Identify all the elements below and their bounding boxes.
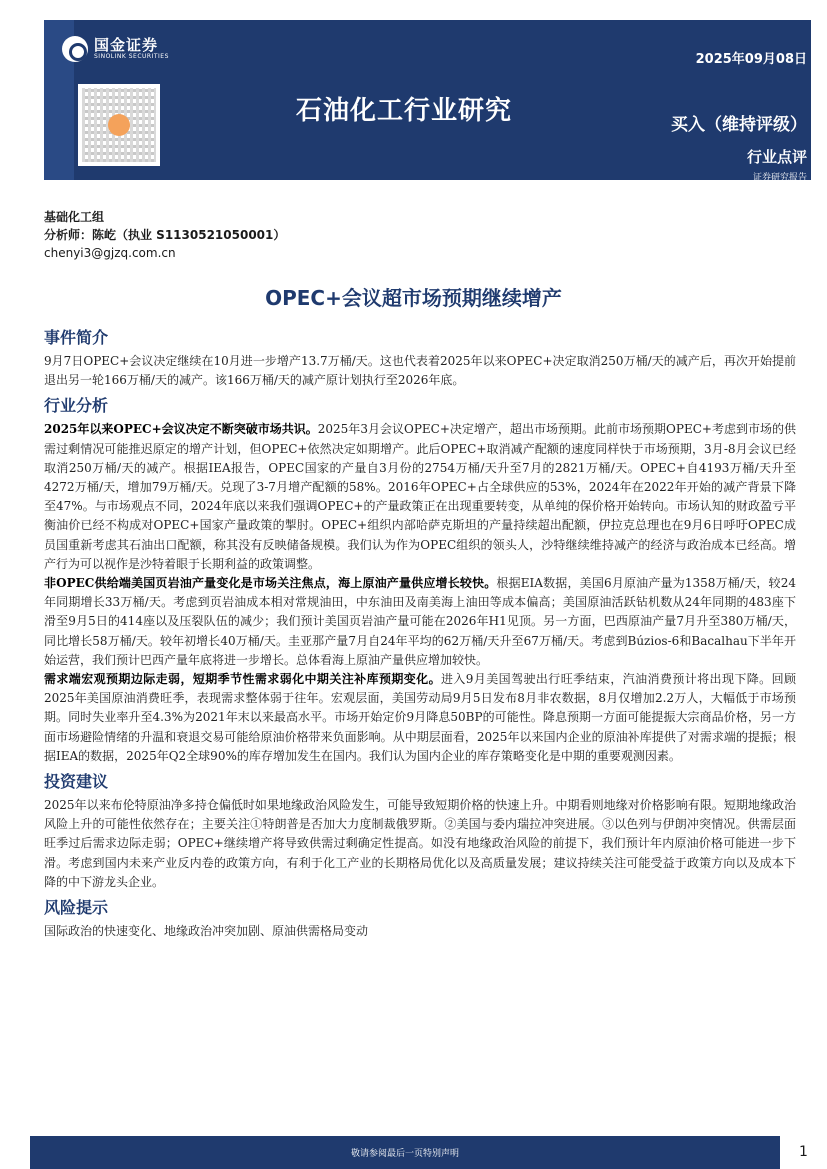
risk-text: 国际政治的快速变化、地缘政治冲突加剧、原油供需格局变动 <box>44 924 369 939</box>
investment-advice: 2025年以来布伦特原油净多持仓偏低时如果地缘政治风险发生，可能导致短期价格的快速上升。中期看则地缘对价格影响有限。短期地缘政治风险上升的可能性依然存在；主要关注①特朗普是否加大力度制裁俄罗斯。②美国与委内瑞拉冲突进展。③以色列与伊朗冲突情况。供需层面旺季过后需求边际走弱；OPEC+继续增产将导致供需过剩确定性提高。如没有地缘政治风险的前提下，我们预计年内原油价格可能进一步下滑。考虑到国内未来产业反内卷的政策方向，有利于化工产业的长期格局优化以及高质量发展；建议持续关注可能受益于政策方向以及成本下降的中下游龙头企业。 <box>44 798 796 889</box>
report-date: 2025年09月08日 <box>695 52 807 67</box>
qr-code <box>78 84 160 166</box>
report-type: 行业点评 <box>746 148 807 166</box>
brand-name-en: SINOLINK SECURITIES <box>94 52 169 60</box>
qr-center-icon <box>108 114 130 136</box>
rating-label: 买入（维持评级） <box>671 115 807 135</box>
document-title: OPEC+会议超市场预期继续增产 <box>265 286 562 310</box>
section-heading-risk: 风险提示 <box>44 898 109 918</box>
report-body <box>44 322 796 941</box>
paragraph-lead: 需求端宏观预期边际走弱，短期季节性需求弱化中期关注补库预期变化。 <box>44 672 441 687</box>
analysis-paragraph-2 <box>44 574 796 670</box>
paragraph-body: 根据EIA数据，美国6月原油产量为1358万桶/天，较24年同期增长33万桶/天。考虑到页岩油成本相对常规油田，中东油田及南美海上油田等成本偏高；美国原油活跃钻机数从24年同期的483座下滑至9月5日的414座以及压裂队伍的减少；我们预计美国页岩油产量可能在2026年H1见顶。另一方面，巴西原油产量7月升至380万桶/天，同比增长58万桶/天。较年初增长40万桶/天。圭亚那产量7月自24年平均的62万桶/天升至67万桶/天。考虑到Búzios-6和Bacalhau下半年开始运营，我们预计巴西产量年底将进一步增长。总体看海上原油产量供应增加较快。 <box>44 576 796 667</box>
section-heading-analysis: 行业分析 <box>44 396 109 416</box>
analyst-email[interactable]: chenyi3@gjzq.com.cn <box>44 246 176 260</box>
logo-icon <box>62 36 88 62</box>
analysis-paragraph-1 <box>44 420 796 574</box>
brand-name-cn: 国金证券 <box>94 36 159 55</box>
paragraph-lead: 2025年以来OPEC+会议决定不断突破市场共识。 <box>44 422 318 437</box>
analyst-name: 分析师：陈屹（执业 S1130521050001） <box>44 228 286 242</box>
page-number: 1 <box>780 1136 827 1169</box>
report-subtype: 证券研究报告 <box>752 173 807 183</box>
event-summary: 9月7日OPEC+会议决定继续在10月进一步增产13.7万桶/天。这也代表着2025年以来OPEC+决定取消250万桶/天的减产后，再次开始提前退出另一轮166万桶/天的减产。该166万桶/天的减产原计划执行至2026年底。 <box>44 354 796 388</box>
paragraph-body: 进入9月美国驾驶出行旺季结束，汽油消费预计将出现下降。回顾2025年美国原油消费旺季，表现需求整体弱于往年。宏观层面，美国劳动局9月5日发布8月非农数据，8月仅增加2.2万人，大幅低于市场预期。同时失业率升至4.3%为2021年末以来最高水平。市场开始定价9月降息50BP的可能性。降息预期一方面可能提振大宗商品价格，另一方面市场避险情绪的升温和衰退交易可能给原油价格带来负面影响。从中期层面看，2025年以来国内企业的原油补库提供了对需求端的提振；根据IEA的数据，2025年Q2全球90%的库存增加发生在国内。我们认为国内企业的库存策略变化是中期的重要观测因素。 <box>44 672 796 763</box>
analyst-group: 基础化工组 <box>44 210 105 224</box>
section-heading-event: 事件简介 <box>44 328 109 347</box>
section-heading-advice: 投资建议 <box>44 772 109 792</box>
paragraph-lead: 非OPEC供给端美国页岩油产量变化是市场关注焦点，海上原油产量供应增长较快。 <box>44 576 497 591</box>
report-title: 石油化工行业研究 <box>296 96 513 126</box>
brand-logo <box>62 36 169 62</box>
analysis-paragraph-3 <box>44 670 796 766</box>
header-banner <box>44 20 811 183</box>
footer-disclaimer: 敬请参阅最后一页特别声明 <box>350 1149 459 1159</box>
footer-bar <box>30 1136 827 1169</box>
paragraph-body: 2025年3月会议OPEC+决定增产，超出市场预期。此前市场预期OPEC+考虑到市场的供需过剩情况可能推迟原定的增产计划，但OPEC+依然决定如期增产。此后OPEC+取消减产配额的速度同样快于市场预期，3月-8月会议已经取消250万桶/天的减产。根据IEA报告，OPEC国家的产量自3月份的2754万桶/天升至7月的2821万桶/天。OPEC+自4193万桶/天升至4272万桶/天，增加79万桶/天。兑现了3-7月增产配额的58%。2016年OPEC+占全球供应的53%，2024年在2022年开始的减产背景下降至47%。与市场观点不同，2024年底以来我们强调OPEC+的产量政策正在出现重要转变，从单纯的保价格开始转向。市场认知的财政盈亏平衡油价已经不构成对OPEC+国家产量政策的掣肘。OPEC+组织内部哈萨克斯坦的产量持续超出配额，伊拉克总理也在9月6日呼吁OPEC成员国重新考虑其石油出口配额，称其没有反映储备规模。我们认为作为OPEC组织的领头人，沙特继续维持减产的经济与政治成本已经高。增产行为可以视作是沙特着眼于长期利益的政策调整。 <box>44 422 796 571</box>
analyst-info <box>44 208 285 262</box>
